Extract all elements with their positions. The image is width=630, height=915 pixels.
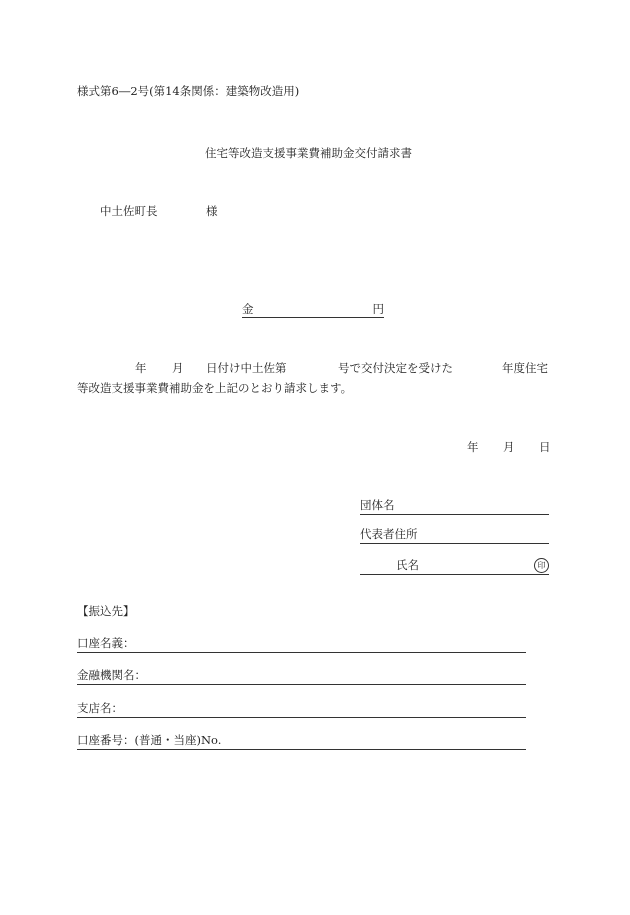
amount-prefix: 金 — [242, 302, 254, 316]
bank-name-field — [77, 670, 526, 685]
org-name-label: 団体名 — [360, 498, 395, 512]
body-line-2: 等改造支援事業費補助金を上記のとおり請求します。 — [77, 381, 353, 395]
body-month-label: 月 — [172, 361, 184, 375]
date-day: 日 — [539, 440, 551, 454]
representative-address-field — [360, 529, 549, 544]
account-name-label: 口座名義： — [77, 636, 135, 650]
bank-name-label: 金融機関名： — [77, 668, 146, 682]
body-day-ref: 日付け中土佐第 — [206, 361, 287, 375]
org-name-field — [360, 500, 549, 515]
amount-line — [242, 304, 384, 318]
seal-icon: 印 — [534, 558, 549, 573]
body-number-text: 号で交付決定を受けた — [338, 361, 453, 375]
page-title: 住宅等改造支援事業費補助金交付請求書 — [205, 146, 412, 160]
body-fiscal-year-text: 年度住宅 — [502, 361, 548, 375]
form-number: 様式第6―2号(第14条関係：建築物改造用) — [77, 84, 300, 98]
representative-address-label: 代表者住所 — [360, 527, 418, 541]
account-name-field — [77, 638, 526, 653]
addressee-honorific: 様 — [206, 204, 218, 218]
name-label: 氏名 — [396, 558, 419, 572]
amount-suffix: 円 — [372, 302, 384, 316]
date-year: 年 — [467, 440, 479, 454]
account-number-label: 口座番号：(普通・当座)No. — [77, 733, 222, 747]
transfer-heading: 【振込先】 — [77, 604, 135, 618]
date-month: 月 — [503, 440, 515, 454]
branch-field — [77, 703, 526, 718]
addressee-name: 中土佐町長 — [100, 204, 158, 218]
branch-label: 支店名： — [77, 701, 123, 715]
name-field — [360, 560, 549, 575]
account-number-field — [77, 735, 526, 750]
body-year-label: 年 — [135, 361, 147, 375]
